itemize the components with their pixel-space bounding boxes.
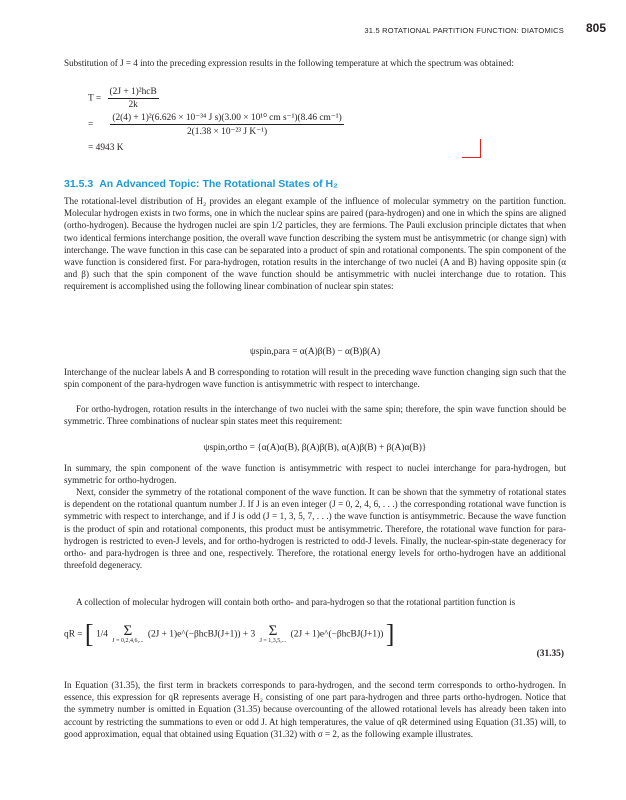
- equation-qr-term-odd: (2J + 1)e^(−βhcBJ(J+1)): [290, 629, 384, 640]
- paragraph-collection: A collection of molecular hydrogen will contain both ortho- and para-hydrogen so that the rotational partition function is: [76, 597, 516, 607]
- intro-paragraph: Substitution of J = 4 into the preceding expression results in the following temperature at which the spectrum was obtained:: [64, 58, 514, 68]
- equation-t-lhs: T =: [88, 93, 102, 104]
- equation-spin-para: ψspin,para = α(A)β(B) − α(B)β(A): [249, 347, 381, 357]
- equation-t-fraction-2: [110, 112, 343, 137]
- equation-number: (31.35): [536, 649, 564, 659]
- paragraph-interchange: Interchange of the nuclear labels A and B corresponding to rotation will result in the preceding wave function changing sign such that the spin component of the para-hydrogen wave function is antisymmetric with respect to interchange.: [64, 367, 566, 390]
- paragraph-ortho: For ortho-hydrogen, rotation results in the interchange of two nuclei with the same spin; therefore, the spin wave function should be symmetric. Three combinations of nuclear spin states meet this requirement:: [64, 404, 566, 427]
- equation-t-fraction-1: [108, 87, 159, 110]
- page-number: 805: [585, 21, 606, 35]
- paragraph-summary: In summary, the spin component of the wave function is antisymmetric with respect to nuclei interchange for para-hydrogen, but symmetric for ortho-hydrogen.: [64, 463, 566, 486]
- equation-qr-plus: + 3: [242, 629, 256, 640]
- paragraph-equation-discussion: In Equation (31.35), the first term in brackets corresponds to para-hydrogen, and the second term corresponds to ortho-hydrogen. In essence, this expression for qR represents average H₂ consisting of one part para-hydrogen and three parts ortho-hydrogen. Notice that the symmetry number is omitted in Equation (31.35) because overcounting of the allowed rotational levels has already been taken into account by restricting the summations to even or odd J. At high temperatures, the value of qR determined using Equation (31.35) will, to good approximation, equal that obtained using Equation (31.32) with σ = 2, as the following example illustrates.: [64, 680, 566, 739]
- paragraph-rotational-symmetry: Next, consider the symmetry of the rotational component of the wave function. It can be shown that the symmetry of rotational states is dependent on the rotational quantum number J. If J is an even integer (J = 0, 2, 4, 6, . . .) the corresponding rotational wave function is symmetric with respect to interchange, and if J is odd (J = 1, 3, 5, 7, . . .) the wave function is antisymmetric. Because the wave function is the product of spin and rotational components, this product must be antisymmetric. Therefore, the rotational wave function for para-hydrogen is restricted to even-J levels, and for ortho-hydrogen is restricted to odd-J levels. Finally, the nuclear-spin-state degeneracy for ortho- and para-hydrogen is three and one, respectively. Therefore, the rotational energy levels for ortho-hydrogen have an additional threefold degeneracy.: [64, 487, 566, 571]
- equation-t-result: = 4943 K: [88, 143, 124, 153]
- equation-t-den-1: 2k: [128, 100, 138, 110]
- running-head: 31.5 ROTATIONAL PARTITION FUNCTION: DIATOMICS: [364, 26, 564, 35]
- equation-t-num-1: (2J + 1)²hcB: [109, 87, 157, 97]
- summation-odd-limits: J = 1,3,5,...: [259, 638, 287, 644]
- section-title: An Advanced Topic: The Rotational States of H₂: [99, 178, 338, 190]
- left-bracket: [: [84, 619, 94, 649]
- equation-spin-ortho: ψspin,ortho = {α(A)α(B), β(A)β(B), α(A)β(B) + β(A)α(B)}: [203, 443, 427, 453]
- end-of-example-marker: [462, 139, 481, 158]
- equation-temperature: [88, 87, 159, 110]
- paragraph-para-intro: The rotational-level distribution of H₂ provides an elegant example of the influence of molecular symmetry on the partition function. Molecular hydrogen exists in two forms, one in which the nuclear spins are paired (para-hydrogen) and one in which the spins are aligned (ortho-hydrogen). Because the hydrogen nuclei are spin 1/2 particles, they are fermions. The Pauli exclusion principle dictates that when two identical fermions interchange position, the overall wave function describing the system must be antisymmetric (or change sign) with interchange. The wave function in this case can be separated into a product of spin and rotational components. The spin component of the wave function is considered first. For para-hydrogen, rotation results in the interchange of two nuclei (A and B) having opposite spin (α and β) such that the spin component of the wave function should be antisymmetric with nuclei interchange due to rotation. This requirement is accomplished using the following linear combination of nuclear spin states:: [64, 196, 566, 292]
- equation-t-den-2: 2(1.38 × 10⁻²³ J K⁻¹): [186, 127, 268, 137]
- sigma-symbol-even: Σ: [123, 623, 133, 639]
- section-number: 31.5.3: [64, 178, 94, 190]
- section-heading: [64, 178, 338, 190]
- summation-even: [112, 624, 143, 645]
- equation-qR: [64, 619, 395, 649]
- sigma-symbol-odd: Σ: [268, 623, 278, 639]
- equation-qr-lhs: qR =: [64, 629, 83, 640]
- summation-odd: [260, 624, 287, 645]
- equation-qr-prefactor: 1/4: [95, 629, 108, 640]
- page-header: [0, 20, 626, 40]
- equation-t-num-2: (2(4) + 1)²(6.626 × 10⁻³⁴ J s)(3.00 × 10¹⁰ cm s⁻¹)(8.46 cm⁻¹): [112, 113, 342, 123]
- summation-even-limits: J = 0,2,4,6,...: [112, 638, 144, 644]
- right-bracket: ]: [385, 619, 395, 649]
- equation-temperature-line2: = (2(4) + 1)²(6.626 × 10⁻³⁴ J s)(3.00 × 10¹⁰ cm s⁻¹)(8.46 cm⁻¹) 2(1.38 × 10⁻²³ J K⁻¹): [88, 113, 342, 137]
- equation-qr-term-even: (2J + 1)e^(−βhcBJ(J+1)): [147, 629, 241, 640]
